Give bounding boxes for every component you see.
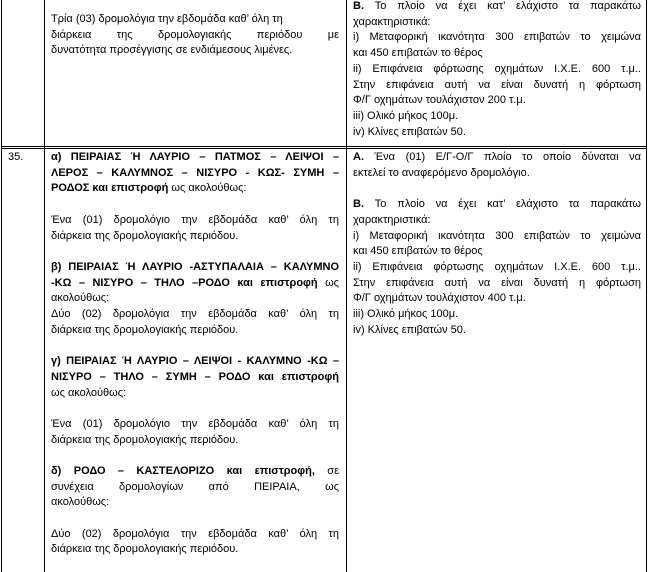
route-c-text-1: Ένα (01) δρομολόγιο την εβδομάδα καθ’ όλη τη <box>51 417 339 430</box>
route-a-tail: ως ακολούθως: <box>168 182 247 195</box>
prev-spec-lead <box>353 0 641 15</box>
table-border-right <box>646 0 647 572</box>
route-b-text-1: Δύο (02) δρομολόγια την εβδομάδα καθ’ όλη τη <box>51 308 339 320</box>
spec-b-line-6: Φ/Γ οχημάτων τουλάχιστον 400 τ.μ. <box>353 292 526 305</box>
spec-b-label: B. <box>353 198 364 211</box>
route-d-text-4: διάρκεια της δρομολογιακής περιόδου. <box>51 543 239 556</box>
route-b-line-2 <box>51 276 339 292</box>
route-c-line-1: γ) ΠΕΙΡΑΙΑΣ Ή ΛΑΥΡΙΟ – ΛΕΙΨΟΙ - ΚΑΛΥΜΝΟ -ΚΩ – <box>51 355 339 368</box>
spec-b-line-lead <box>353 197 641 213</box>
route-d-bold: δ) ΡΟΔΟ – ΚΑΣΤΕΛΟΡΙΖΟ και επιστροφή, <box>51 464 315 477</box>
route-b-tail: ως <box>317 276 339 289</box>
table-border-left <box>1 0 2 572</box>
spec-a-label: A. <box>353 151 364 163</box>
spec-b-line-8: iv) Κλίνες επιβατών 50. <box>353 323 466 336</box>
route-c-line-3: ως ακολούθως: <box>51 386 127 399</box>
prev-spec-line-6: Φ/Γ οχημάτων τουλάχιστον 200 τ.μ. <box>353 94 526 107</box>
prev-spec-line-1: χαρακτηριστικά: <box>353 15 431 28</box>
route-a-bold-3: ΡΟΔΟΣ και επιστροφή <box>51 182 169 195</box>
spec-b-line-3: και 450 επιβατών το θέρος <box>353 245 483 258</box>
prev-spec-line-2: i) Μεταφορική ικανότητα 300 επιβατών το χειμώνα <box>353 31 641 44</box>
prev-spec-line-5: Στην επιφάνεια αυτή να είναι δυνατή η φόρτωση <box>353 78 641 91</box>
prev-route-line-3: δυνατότητα προσέγγισης σε ενδιάμεσους λιμένες. <box>51 44 293 57</box>
route-a-line-3 <box>51 181 339 197</box>
route-a-text-1: Ένα (01) δρομολόγιο την εβδομάδα καθ’ όλη τη <box>51 213 339 226</box>
prev-spec-line-4: ii) Επιφάνεια φόρτωσης οχημάτων Ι.Χ.Ε. 600 τ.μ.. <box>353 62 641 75</box>
table-row-divider <box>1 146 647 147</box>
row-number: 35. <box>8 151 24 163</box>
spec-a-line-1 <box>353 150 641 166</box>
prev-spec-lead-label: B. <box>353 0 364 12</box>
route-d-text-3: Δύο (02) δρομολόγια την εβδομάδα καθ’ όλη τη <box>51 527 339 540</box>
route-a-text-2: διάρκεια της δρομολογιακής περιόδου. <box>51 229 239 242</box>
spec-b-line-1: χαρακτηριστικά: <box>353 213 431 226</box>
spec-b-line-7: iii) Ολικό μήκος 100μ. <box>353 308 459 321</box>
route-a-line-1: α) ΠΕΙΡΑΙΑΣ Ή ΛΑΥΡΙΟ – ΠΑΤΜΟΣ – ΛΕΙΨΟΙ – <box>51 151 339 163</box>
spec-b-line-4: ii) Επιφάνεια φόρτωσης οχημάτων Ι.Χ.Ε. 600 τ.μ.. <box>353 260 641 273</box>
route-a-line-2: ΛΕΡΟΣ – ΚΑΛΥΜΝΟΣ – ΝΙΣΥΡΟ - ΚΩΣ- ΣΥΜΗ – <box>51 166 339 179</box>
prev-route-line-1: Τρία (03) δρομολόγια την εβδομάδα καθ’ όλη τη <box>51 13 283 25</box>
spec-b-line-2: i) Μεταφορική ικανότητα 300 επιβατών το χειμώνα <box>353 229 641 242</box>
route-c-text-2: διάρκεια της δρομολογιακής περιόδου. <box>51 433 239 446</box>
prev-route-line-2: διάρκεια της δρομολογιακής περιόδου με <box>51 28 339 41</box>
table-row-divider-2 <box>1 148 647 149</box>
prev-route-cell <box>51 12 339 59</box>
spec-cell <box>353 150 641 338</box>
route-cell <box>51 150 339 558</box>
table-border-col2 <box>346 0 347 572</box>
route-b-bold-2: -ΚΩ – ΝΙΣΥΡΟ – ΤΗΛΟ –ΡΟΔΟ και επιστροφή <box>51 276 318 289</box>
route-b-line-1: β) ΠΕΙΡΑΙΑΣ Ή ΛΑΥΡΙΟ -ΑΣΤΥΠΑΛΑΙΑ – ΚΑΛΥΜΝΟ <box>51 260 339 273</box>
route-b-text-2: διάρκεια της δρομολογιακής περιόδου. <box>51 323 239 336</box>
prev-spec-line-3: και 450 επιβατών το θέρος <box>353 47 483 60</box>
spec-a-text: Ένα (01) Ε/Γ-Ο/Γ πλοίο το οποίο δύναται να <box>364 151 641 163</box>
prev-spec-lead-text: Το πλοίο να έχει κατ’ ελάχιστο τα παρακάτω <box>364 0 641 12</box>
spec-a-line-2: εκτελεί το αναφερόμενο δρομολόγιο. <box>353 166 530 179</box>
prev-spec-line-7: iii) Ολικό μήκος 100μ. <box>353 109 459 122</box>
route-d-line-1 <box>51 464 339 480</box>
route-d-tail: σε <box>314 464 339 477</box>
spec-b-text: Το πλοίο να έχει κατ’ ελάχιστο τα παρακάτω <box>364 198 641 211</box>
spec-b-line-5: Στην επιφάνεια αυτή να είναι δυνατή η φόρτωση <box>353 276 641 289</box>
table-border-col1 <box>44 0 45 572</box>
route-d-text-2: ακολούθως: <box>51 496 110 509</box>
route-b-line-3: ακολούθως: <box>51 292 110 305</box>
route-c-line-2: ΝΙΣΥΡΟ – ΤΗΛΟ – ΣΥΜΗ – ΡΟΔΟ και επιστροφή <box>51 370 339 383</box>
route-d-text-1: συνέχεια δρομολογίων από ΠΕΙΡΑΙΑ, ως <box>51 480 339 493</box>
prev-spec-line-8: iv) Κλίνες επιβατών 50. <box>353 125 466 138</box>
prev-spec-cell <box>353 0 641 140</box>
